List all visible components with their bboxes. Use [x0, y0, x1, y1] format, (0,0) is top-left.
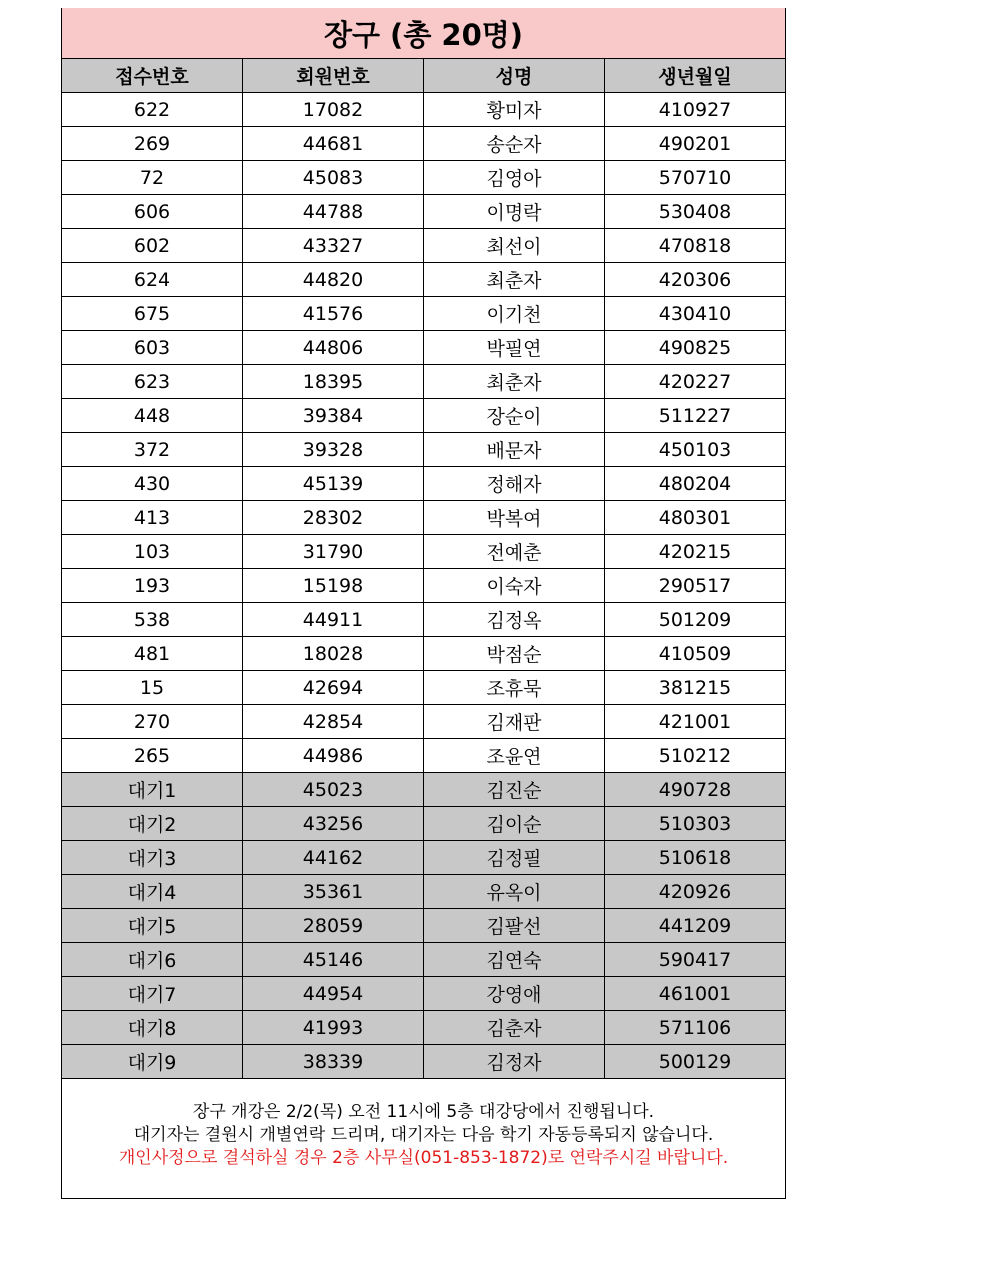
- member-number-cell: 42694: [243, 671, 424, 705]
- table-row: [62, 637, 786, 671]
- receipt-number-cell: 448: [62, 399, 243, 433]
- receipt-number-cell: 481: [62, 637, 243, 671]
- column-header-member-number: 회원번호: [243, 59, 424, 93]
- name-cell: 김영아: [424, 161, 605, 195]
- page-title: 장구 (총 20명): [61, 8, 786, 58]
- birthdate-cell: 480301: [605, 501, 786, 535]
- birthdate-cell: 510618: [605, 841, 786, 875]
- member-number-cell: 43327: [243, 229, 424, 263]
- member-number-cell: 44788: [243, 195, 424, 229]
- name-cell: 박점순: [424, 637, 605, 671]
- receipt-number-cell: 대기7: [62, 977, 243, 1011]
- name-cell: 최춘자: [424, 365, 605, 399]
- name-cell: 이명락: [424, 195, 605, 229]
- roster-table: [61, 58, 786, 1079]
- column-header-name: 성명: [424, 59, 605, 93]
- table-row: [62, 705, 786, 739]
- name-cell: 김팔선: [424, 909, 605, 943]
- name-cell: 김정자: [424, 1045, 605, 1079]
- member-number-cell: 17082: [243, 93, 424, 127]
- waitlist-row: [62, 977, 786, 1011]
- waitlist-row: [62, 875, 786, 909]
- name-cell: 황미자: [424, 93, 605, 127]
- birthdate-cell: 571106: [605, 1011, 786, 1045]
- birthdate-cell: 450103: [605, 433, 786, 467]
- member-number-cell: 44806: [243, 331, 424, 365]
- member-number-cell: 18028: [243, 637, 424, 671]
- name-cell: 최선이: [424, 229, 605, 263]
- member-number-cell: 44820: [243, 263, 424, 297]
- waitlist-row: [62, 909, 786, 943]
- member-number-cell: 28059: [243, 909, 424, 943]
- receipt-number-cell: 538: [62, 603, 243, 637]
- notice-line: 장구 개강은 2/2(목) 오전 11시에 5층 대강당에서 진행됩니다.: [192, 1102, 655, 1122]
- column-header-birthdate: 생년월일: [605, 59, 786, 93]
- birthdate-cell: 420926: [605, 875, 786, 909]
- receipt-number-cell: 623: [62, 365, 243, 399]
- waitlist-row: [62, 1045, 786, 1079]
- birthdate-cell: 490201: [605, 127, 786, 161]
- table-header-row: [62, 59, 786, 93]
- waitlist-row: [62, 1011, 786, 1045]
- birthdate-cell: 510303: [605, 807, 786, 841]
- table-row: [62, 161, 786, 195]
- member-number-cell: 41993: [243, 1011, 424, 1045]
- name-cell: 김진순: [424, 773, 605, 807]
- table-row: [62, 229, 786, 263]
- table-row: [62, 127, 786, 161]
- table-row: [62, 501, 786, 535]
- member-number-cell: 41576: [243, 297, 424, 331]
- receipt-number-cell: 대기2: [62, 807, 243, 841]
- birthdate-cell: 500129: [605, 1045, 786, 1079]
- name-cell: 이숙자: [424, 569, 605, 603]
- receipt-number-cell: 624: [62, 263, 243, 297]
- birthdate-cell: 470818: [605, 229, 786, 263]
- table-row: [62, 297, 786, 331]
- table-row: [62, 263, 786, 297]
- member-number-cell: 18395: [243, 365, 424, 399]
- birthdate-cell: 570710: [605, 161, 786, 195]
- table-row: [62, 93, 786, 127]
- table-row: [62, 603, 786, 637]
- table-row: [62, 671, 786, 705]
- member-number-cell: 45139: [243, 467, 424, 501]
- name-cell: 정해자: [424, 467, 605, 501]
- table-row: [62, 331, 786, 365]
- name-cell: 박복여: [424, 501, 605, 535]
- member-number-cell: 44681: [243, 127, 424, 161]
- table-row: [62, 365, 786, 399]
- column-header-receipt-number: 접수번호: [62, 59, 243, 93]
- receipt-number-cell: 269: [62, 127, 243, 161]
- member-number-cell: 39328: [243, 433, 424, 467]
- name-cell: 최춘자: [424, 263, 605, 297]
- member-number-cell: 45023: [243, 773, 424, 807]
- member-number-cell: 15198: [243, 569, 424, 603]
- birthdate-cell: 410509: [605, 637, 786, 671]
- receipt-number-cell: 15: [62, 671, 243, 705]
- receipt-number-cell: 193: [62, 569, 243, 603]
- birthdate-cell: 441209: [605, 909, 786, 943]
- birthdate-cell: 461001: [605, 977, 786, 1011]
- birthdate-cell: 510212: [605, 739, 786, 773]
- birthdate-cell: 590417: [605, 943, 786, 977]
- name-cell: 김재판: [424, 705, 605, 739]
- birthdate-cell: 501209: [605, 603, 786, 637]
- member-number-cell: 31790: [243, 535, 424, 569]
- receipt-number-cell: 대기4: [62, 875, 243, 909]
- member-number-cell: 44911: [243, 603, 424, 637]
- name-cell: 김정필: [424, 841, 605, 875]
- birthdate-cell: 430410: [605, 297, 786, 331]
- birthdate-cell: 420215: [605, 535, 786, 569]
- birthdate-cell: 480204: [605, 467, 786, 501]
- birthdate-cell: 421001: [605, 705, 786, 739]
- table-row: [62, 399, 786, 433]
- roster-sheet: [61, 8, 786, 1199]
- table-row: [62, 569, 786, 603]
- member-number-cell: 44162: [243, 841, 424, 875]
- name-cell: 조휴묵: [424, 671, 605, 705]
- name-cell: 조윤연: [424, 739, 605, 773]
- member-number-cell: 44986: [243, 739, 424, 773]
- member-number-cell: 28302: [243, 501, 424, 535]
- receipt-number-cell: 72: [62, 161, 243, 195]
- receipt-number-cell: 대기9: [62, 1045, 243, 1079]
- name-cell: 박필연: [424, 331, 605, 365]
- member-number-cell: 35361: [243, 875, 424, 909]
- member-number-cell: 44954: [243, 977, 424, 1011]
- waitlist-row: [62, 943, 786, 977]
- birthdate-cell: 530408: [605, 195, 786, 229]
- member-number-cell: 42854: [243, 705, 424, 739]
- member-number-cell: 43256: [243, 807, 424, 841]
- waitlist-row: [62, 807, 786, 841]
- roster-body: [62, 93, 786, 1079]
- name-cell: 장순이: [424, 399, 605, 433]
- receipt-number-cell: 265: [62, 739, 243, 773]
- name-cell: 배문자: [424, 433, 605, 467]
- table-row: [62, 195, 786, 229]
- birthdate-cell: 420306: [605, 263, 786, 297]
- birthdate-cell: 381215: [605, 671, 786, 705]
- birthdate-cell: 410927: [605, 93, 786, 127]
- notice-box: [61, 1079, 786, 1199]
- birthdate-cell: 490825: [605, 331, 786, 365]
- receipt-number-cell: 413: [62, 501, 243, 535]
- notice-line: 대기자는 결원시 개별연락 드리며, 대기자는 다음 학기 자동등록되지 않습니다.: [133, 1125, 714, 1145]
- receipt-number-cell: 대기6: [62, 943, 243, 977]
- table-row: [62, 739, 786, 773]
- table-row: [62, 535, 786, 569]
- name-cell: 김춘자: [424, 1011, 605, 1045]
- table-row: [62, 433, 786, 467]
- receipt-number-cell: 103: [62, 535, 243, 569]
- receipt-number-cell: 622: [62, 93, 243, 127]
- receipt-number-cell: 675: [62, 297, 243, 331]
- name-cell: 이기천: [424, 297, 605, 331]
- name-cell: 김이순: [424, 807, 605, 841]
- receipt-number-cell: 430: [62, 467, 243, 501]
- receipt-number-cell: 606: [62, 195, 243, 229]
- receipt-number-cell: 372: [62, 433, 243, 467]
- receipt-number-cell: 270: [62, 705, 243, 739]
- receipt-number-cell: 대기8: [62, 1011, 243, 1045]
- name-cell: 김연숙: [424, 943, 605, 977]
- notice-warning-line: 개인사정으로 결석하실 경우 2층 사무실(051-853-1872)로 연락주시길 바랍니다.: [118, 1148, 729, 1168]
- member-number-cell: 45083: [243, 161, 424, 195]
- waitlist-row: [62, 773, 786, 807]
- member-number-cell: 39384: [243, 399, 424, 433]
- name-cell: 전예춘: [424, 535, 605, 569]
- name-cell: 유옥이: [424, 875, 605, 909]
- birthdate-cell: 490728: [605, 773, 786, 807]
- receipt-number-cell: 대기5: [62, 909, 243, 943]
- birthdate-cell: 290517: [605, 569, 786, 603]
- receipt-number-cell: 603: [62, 331, 243, 365]
- member-number-cell: 45146: [243, 943, 424, 977]
- name-cell: 송순자: [424, 127, 605, 161]
- receipt-number-cell: 대기1: [62, 773, 243, 807]
- waitlist-row: [62, 841, 786, 875]
- table-row: [62, 467, 786, 501]
- member-number-cell: 38339: [243, 1045, 424, 1079]
- name-cell: 강영애: [424, 977, 605, 1011]
- birthdate-cell: 420227: [605, 365, 786, 399]
- birthdate-cell: 511227: [605, 399, 786, 433]
- name-cell: 김정옥: [424, 603, 605, 637]
- receipt-number-cell: 602: [62, 229, 243, 263]
- receipt-number-cell: 대기3: [62, 841, 243, 875]
